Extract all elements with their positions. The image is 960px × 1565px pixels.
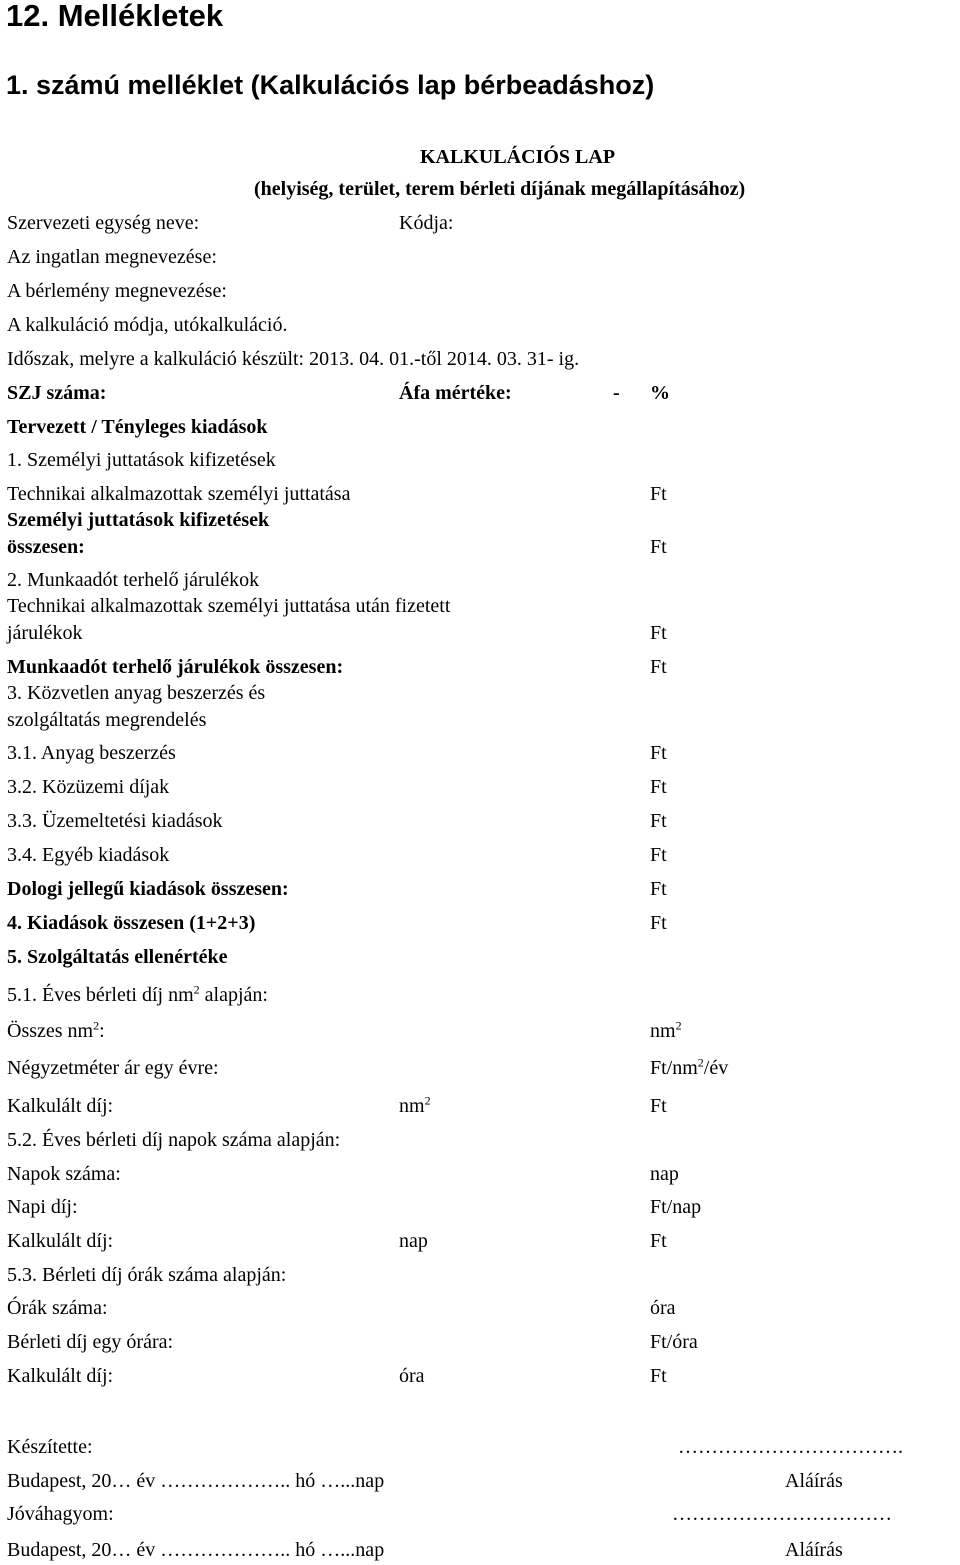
section-4-total: 4. Kiadások összesen (1+2+3) (7, 912, 256, 934)
rental-label: A bérlemény megnevezése: (7, 280, 227, 302)
signature-line: ……………………………. (678, 1436, 903, 1458)
unit-name-label: Szervezeti egység neve: (7, 212, 200, 234)
szj-label: SZJ száma: (7, 382, 107, 404)
annex-title: 1. számú melléklet (Kalkulációs lap bérbeadáshoz) (6, 70, 655, 100)
daily-fee-label: Napi díj: (7, 1196, 78, 1218)
section-3-total: Dologi jellegű kiadások összesen: (7, 878, 289, 900)
unit-nm: $nm^2$ (399, 1093, 431, 1117)
approved-by-label: Jóváhagyom: (7, 1503, 114, 1525)
page-heading: 12. Mellékletek (6, 0, 224, 33)
currency-label: Ft (650, 844, 667, 866)
section-2-item-line2: járulékok (7, 622, 83, 644)
section-3-4: 3.4. Egyéb kiadások (7, 844, 170, 866)
unit-nm: $nm^2$ (650, 1018, 682, 1042)
calc-fee-label: Kalkulált díj: (7, 1230, 114, 1252)
unit-nap: nap (650, 1163, 679, 1185)
section-1-item: Technikai alkalmazottak személyi juttatása (7, 483, 351, 505)
signature-line: …………………………… (672, 1503, 892, 1525)
currency-label: Ft (650, 776, 667, 798)
hours-label: Órák száma: (7, 1297, 108, 1319)
section-2-total: Munkaadót terhelő járulékok összesen: (7, 656, 344, 678)
section-1-title: 1. Személyi juttatások kifizetések (7, 449, 276, 471)
currency-label: Ft (650, 536, 667, 558)
section-1-total-line2: összesen: (7, 536, 85, 558)
section-3-title-line1: 3. Közvetlen anyag beszerzés és (7, 682, 266, 704)
calc-fee-label: Kalkulált díj: (7, 1095, 114, 1117)
code-label: Kódja: (399, 212, 454, 234)
currency-label: Ft (650, 656, 667, 678)
unit-ft-ora: Ft/óra (650, 1331, 698, 1353)
section-3-title-line2: szolgáltatás megrendelés (7, 709, 207, 731)
unit-ora: óra (399, 1365, 425, 1387)
vat-value: - (613, 382, 620, 404)
section-3-3: 3.3. Üzemeltetési kiadások (7, 810, 223, 832)
prepared-by-label: Készítette: (7, 1436, 93, 1458)
days-label: Napok száma: (7, 1163, 121, 1185)
section-3-2: 3.2. Közüzemi díjak (7, 776, 170, 798)
expenses-title: Tervezett / Tényleges kiadások (7, 416, 268, 438)
sqm-price-label: Négyzetméter ár egy évre: (7, 1057, 219, 1079)
currency-label: Ft (650, 742, 667, 764)
vat-label: Áfa mértéke: (399, 382, 512, 404)
method-label: A kalkuláció módja, utókalkuláció. (7, 314, 288, 336)
date-line: Budapest, 20… év ……………….. hó …...nap (7, 1539, 385, 1561)
currency-label: Ft (650, 878, 667, 900)
sign-label: Aláírás (785, 1539, 843, 1561)
section-3-1: 3.1. Anyag beszerzés (7, 742, 176, 764)
sign-label: Aláírás (785, 1470, 843, 1492)
calc-fee-label: Kalkulált díj: (7, 1365, 114, 1387)
currency-label: Ft (650, 1095, 667, 1117)
section-2-item-line1: Technikai alkalmazottak személyi juttatása után fizetett (7, 595, 451, 617)
total-area-label: Összes $nm^2$: (7, 1018, 105, 1042)
property-label: Az ingatlan megnevezése: (7, 246, 217, 268)
unit-ft-nap: Ft/nap (650, 1196, 702, 1218)
hourly-fee-label: Bérleti díj egy órára: (7, 1331, 174, 1353)
period-label: Időszak, melyre a kalkuláció készült: 2013. 04. 01.-től 2014. 03. 31- ig. (7, 348, 580, 370)
currency-label: Ft (650, 622, 667, 644)
form-title: KALKULÁCIÓS LAP (420, 146, 616, 168)
service-title: 5. Szolgáltatás ellenértéke (7, 946, 228, 968)
currency-label: Ft (650, 912, 667, 934)
section-5-1-title: 5.1. Éves bérleti díj $nm^2$ alapján: (7, 982, 268, 1006)
unit-nap: nap (399, 1230, 428, 1252)
section-5-2-title: 5.2. Éves bérleti díj napok száma alapján: (7, 1129, 341, 1151)
section-5-3-title: 5.3. Bérleti díj órák száma alapján: (7, 1264, 287, 1286)
unit-ora: óra (650, 1297, 676, 1319)
section-1-total-line1: Személyi juttatások kifizetések (7, 509, 270, 531)
section-2-title: 2. Munkaadót terhelő járulékok (7, 569, 260, 591)
currency-label: Ft (650, 810, 667, 832)
unit-ft-nm-year: $Ft/nm^2/év$ (650, 1055, 729, 1079)
currency-label: Ft (650, 1230, 667, 1252)
currency-label: Ft (650, 1365, 667, 1387)
form-subtitle: (helyiség, terület, terem bérleti díjának megállapításához) (254, 178, 746, 200)
currency-label: Ft (650, 483, 667, 505)
vat-unit: % (650, 382, 670, 404)
date-line: Budapest, 20… év ……………….. hó …...nap (7, 1470, 385, 1492)
